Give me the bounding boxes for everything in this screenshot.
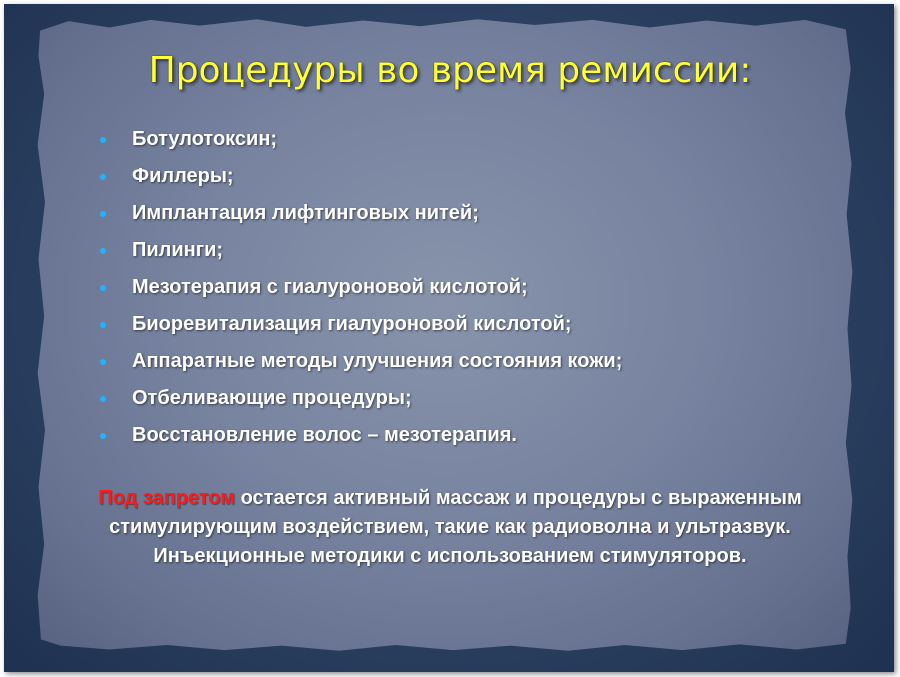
list-item	[96, 200, 622, 237]
slide-title: Процедуры во время ремиссии:	[148, 50, 752, 91]
list-item	[96, 274, 622, 311]
list-item	[96, 385, 622, 422]
list-item-text: Аппаратные методы улучшения состояния кожи;	[132, 350, 623, 372]
restriction-text: остается активный массаж и процедуры с выраженным стимулирующим воздействием, такие как радиоволна и ультразвук. Инъекционные методики с использованием стимуляторов.	[109, 487, 802, 567]
bullet-icon	[100, 322, 106, 328]
bullet-icon	[100, 137, 106, 143]
list-item	[96, 126, 622, 163]
list-item	[96, 311, 622, 348]
bullet-icon	[100, 285, 106, 291]
list-item-text: Имплантация лифтинговых нитей;	[132, 202, 479, 224]
restriction-highlight: Под запретом	[98, 487, 236, 509]
bullet-icon	[100, 359, 106, 365]
bullet-icon	[100, 433, 106, 439]
bullet-icon	[100, 174, 106, 180]
list-item	[96, 348, 622, 385]
list-item	[96, 237, 622, 274]
list-item-text: Биоревитализация гиалуроновой кислотой;	[132, 313, 572, 335]
list-item-text: Мезотерапия с гиалуроновой кислотой;	[132, 276, 528, 298]
procedure-list	[96, 126, 622, 459]
bullet-icon	[100, 211, 106, 217]
list-item-text: Отбеливающие процедуры;	[132, 387, 412, 409]
list-item-text: Пилинги;	[132, 239, 224, 261]
bullet-icon	[100, 396, 106, 402]
list-item-text: Филлеры;	[132, 165, 234, 187]
restriction-note	[80, 484, 820, 571]
list-item-text: Ботулотоксин;	[132, 128, 278, 150]
list-item	[96, 422, 622, 459]
list-item	[96, 163, 622, 200]
list-item-text: Восстановление волос – мезотерапия.	[132, 424, 517, 446]
bullet-icon	[100, 248, 106, 254]
